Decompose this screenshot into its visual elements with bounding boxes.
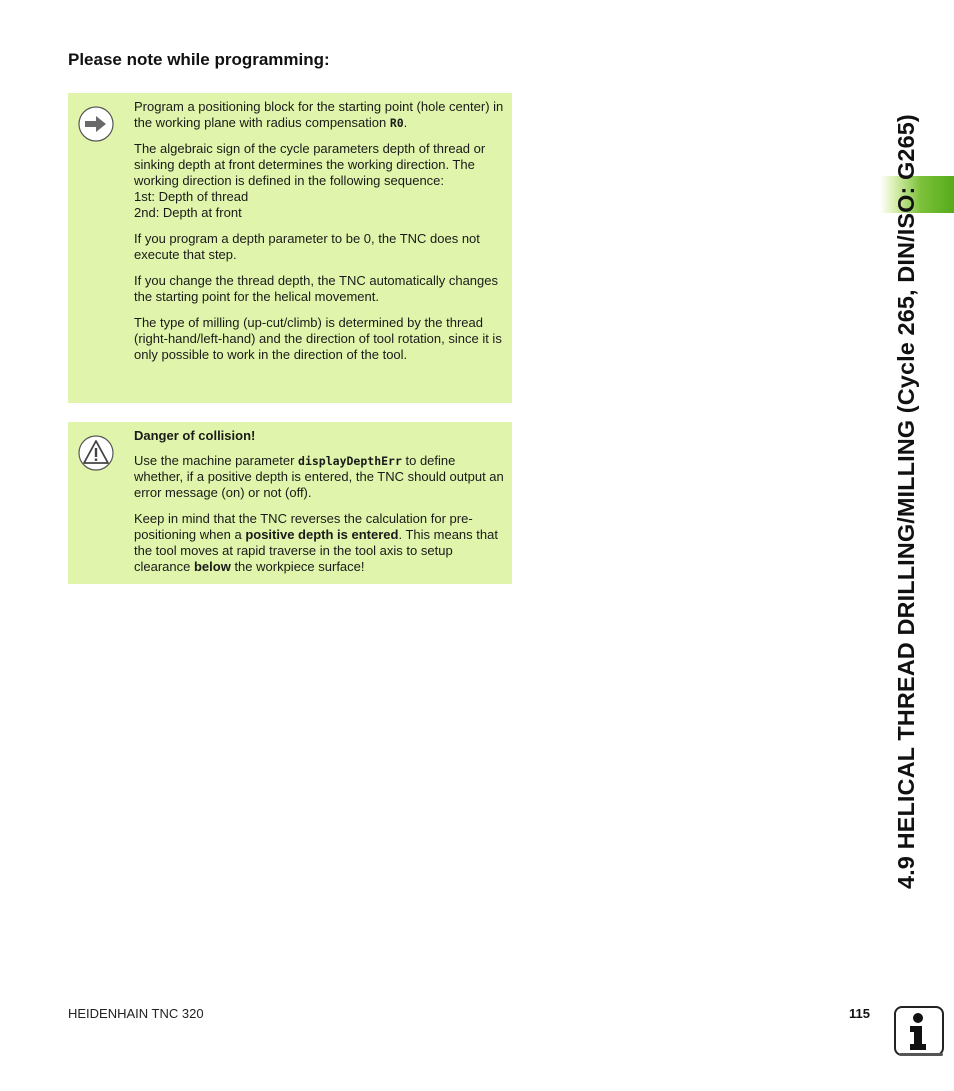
chapter-side-title: 4.9 HELICAL THREAD DRILLING/MILLING (Cycle 265, DIN/ISO: G265) (893, 114, 919, 889)
collision-warning-box (68, 422, 512, 584)
warning-title: Danger of collision! (134, 428, 256, 443)
page-number: 115 (849, 1006, 870, 1021)
note-paragraph-thread-depth: If you change the thread depth, the TNC automatically changes the starting point for the helical movement. (134, 273, 498, 304)
collision-warning-text (134, 428, 506, 585)
warning-triangle-icon (78, 435, 114, 471)
footer-manual-name: HEIDENHAIN TNC 320 (68, 1006, 204, 1021)
programming-note-box (68, 93, 512, 403)
code-display-depth-err: displayDepthErr (298, 454, 402, 468)
note-paragraph-depth-zero: If you program a depth parameter to be 0, the TNC does not execute that step. (134, 231, 480, 262)
note-paragraph-milling-type: The type of milling (up-cut/climb) is determined by the thread (right-hand/left-hand) and the direction of tool rotation, since it is only possible to work in the direction of the tool. (134, 315, 502, 362)
note-paragraph-algebraic-sign: The algebraic sign of the cycle parameters depth of thread or sinking depth at front determines the working direction. The working direction is defined in the following sequence: 1st: Depth of thread 2nd: Depth at front (134, 141, 486, 220)
programming-note-text (134, 99, 506, 373)
code-r0: R0 (389, 116, 404, 130)
note-paragraph-radius-comp: Program a positioning block for the starting point (hole center) in the working plane with radius compensation R0. (134, 99, 504, 130)
section-heading: Please note while programming: (68, 50, 330, 69)
warning-paragraph-prepositioning: Keep in mind that the TNC reverses the calculation for pre-positioning when a positive depth is entered. This means that the tool moves at rapid traverse in the tool axis to setup clearance below the workpiece surface! (134, 511, 498, 574)
info-icon (893, 1005, 945, 1057)
arrow-right-icon (78, 106, 114, 142)
warning-paragraph-machine-parameter: Use the machine parameter displayDepthErr to define whether, if a positive depth is entered, the TNC should output an error message (on) or not (off). (134, 453, 504, 500)
